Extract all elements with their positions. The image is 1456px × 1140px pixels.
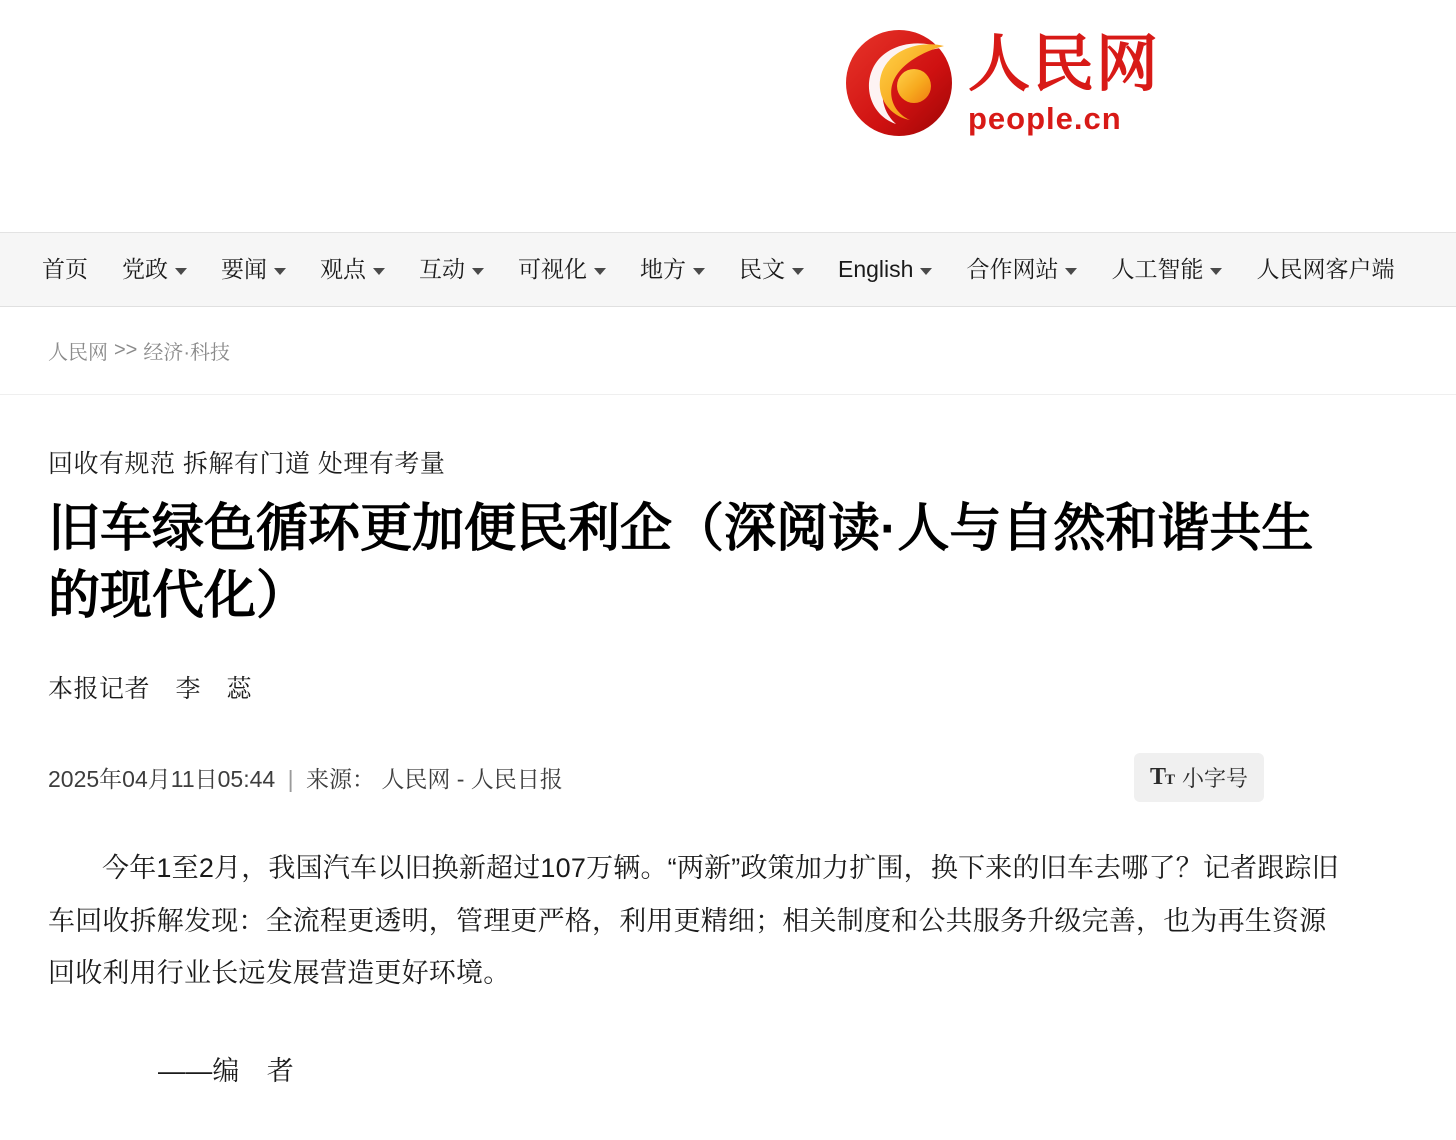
nav-item-label: English [838,256,914,282]
nav-item-label: 合作网站 [966,256,1059,282]
article-meta [48,761,563,794]
nav-item-label: 观点 [320,256,366,282]
article-kicker: 回收有规范 拆解有门道 处理有考量 [48,450,446,478]
source-label: 来源： [305,766,375,793]
source-name[interactable]: 人民网 - 人民日报 [381,766,563,793]
chevron-down-icon [693,268,705,275]
chevron-down-icon [175,268,187,275]
nav-item-interaction[interactable] [419,258,484,281]
chevron-down-icon [1065,268,1077,275]
nav-item-label: 党政 [122,256,168,282]
site-logo[interactable] [840,18,1190,148]
publish-time: 2025年04月11日05:44 [48,766,276,793]
nav-item-label: 民文 [739,256,785,282]
article-meta-row [48,753,1344,802]
article-body [0,395,1456,1097]
breadcrumb-separator: >> [114,339,138,361]
breadcrumb-current-channel[interactable]: 经济·科技 [143,342,231,364]
article-lead-paragraph: 今年1至2月，我国汽车以旧换新超过107万辆。“两新”政策加力扩围，换下来的旧车去哪了？记者跟踪旧车回收拆解发现：全流程更透明，管理更严格，利用更精细；相关制度和公共服务升级完善，也为再生资源回收利用行业长远发展营造更好环境。 [48,853,1339,989]
nav-item-mobile-app[interactable] [1256,258,1394,281]
nav-item-label: 首页 [42,256,88,282]
nav-item-label: 人工智能 [1111,256,1204,282]
nav-item-label: 互动 [419,256,465,282]
nav-item-label: 人民网客户端 [1256,256,1395,282]
logo-english-name: people.cn [968,100,1122,136]
logo-chinese-name: 人民网 [968,30,1161,99]
nav-item-party-government[interactable] [122,258,187,281]
editor-note: ——编 者 [158,1056,294,1087]
nav-item-label: 要闻 [221,256,267,282]
meta-divider: | [287,766,294,793]
nav-item-partner-sites[interactable] [966,258,1077,281]
nav-item-label: 地方 [640,256,686,282]
chevron-down-icon [594,268,606,275]
text-size-icon: TT [1149,764,1174,791]
page-title: 旧车绿色循环更加便民利企（深阅读·人与自然和谐共生的现代化） [48,500,1314,625]
chevron-down-icon [792,268,804,275]
chevron-down-icon [472,268,484,275]
breadcrumb-home-link[interactable]: 人民网 [48,342,108,364]
font-size-label: 小字号 [1181,766,1248,792]
article-byline: 本报记者 李 蕊 [48,675,253,704]
chevron-down-icon [373,268,385,275]
nav-item-visualization[interactable] [518,258,606,281]
breadcrumb [0,307,1456,395]
nav-item-label: 可视化 [518,256,587,282]
nav-item-opinion[interactable] [320,258,385,281]
chevron-down-icon [274,268,286,275]
nav-item-ethnic-languages[interactable] [739,258,804,281]
nav-item-english[interactable] [838,258,932,281]
chevron-down-icon [1210,268,1222,275]
nav-item-top-news[interactable] [221,258,286,281]
site-header [0,0,1456,233]
chevron-down-icon [920,268,932,275]
nav-item-home[interactable] [42,258,88,281]
logo-text [968,30,1160,136]
nav-item-ai[interactable] [1111,258,1222,281]
main-navigation[interactable] [0,233,1456,307]
people-cn-logo-icon [840,24,958,142]
font-size-toggle-button[interactable] [1134,753,1264,802]
nav-item-local[interactable] [640,258,705,281]
